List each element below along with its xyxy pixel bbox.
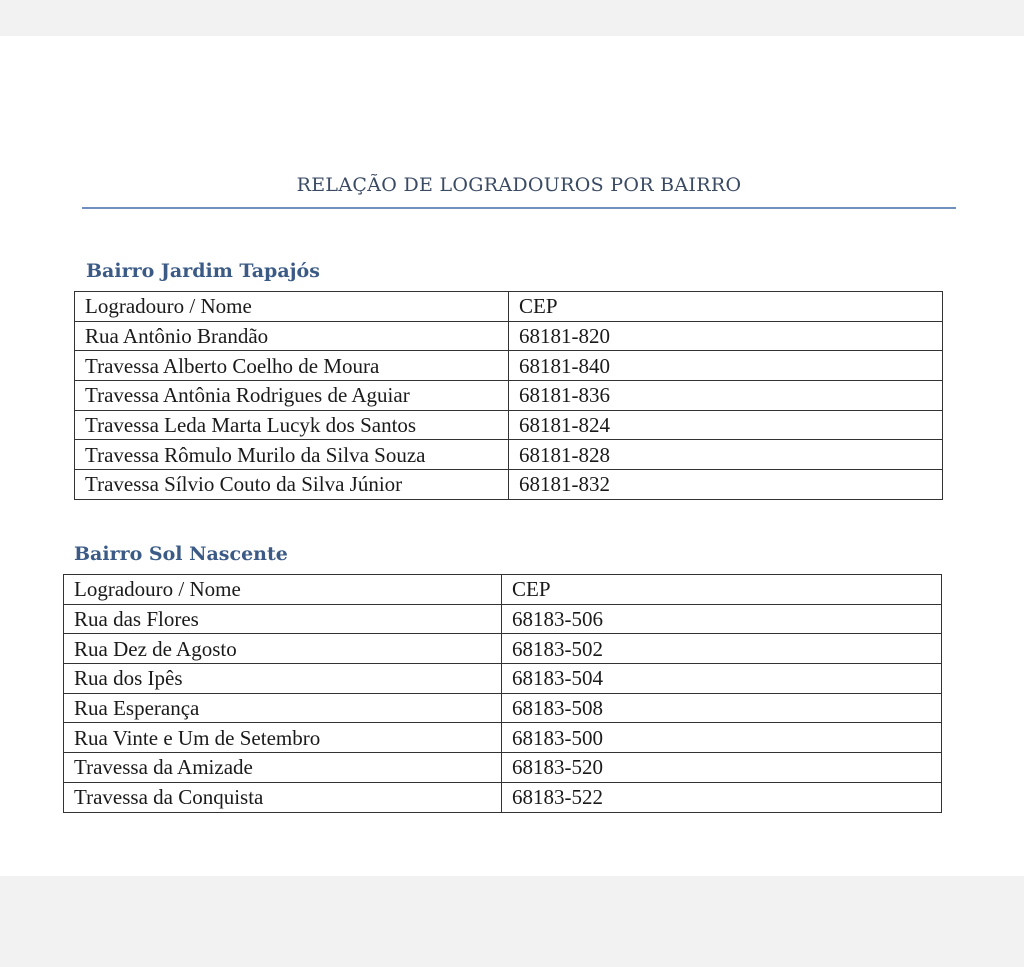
street-name: Travessa da Conquista bbox=[64, 782, 502, 812]
postal-code: 68183-520 bbox=[502, 753, 942, 783]
table-row bbox=[64, 664, 942, 694]
street-name: Travessa Sílvio Couto da Silva Júnior bbox=[75, 470, 509, 500]
street-name: Rua Esperança bbox=[64, 693, 502, 723]
header-cep: CEP bbox=[502, 575, 942, 605]
table-row bbox=[64, 634, 942, 664]
street-name: Travessa Rômulo Murilo da Silva Souza bbox=[75, 440, 509, 470]
street-name: Travessa Leda Marta Lucyk dos Santos bbox=[75, 410, 509, 440]
postal-code: 68183-508 bbox=[502, 693, 942, 723]
header-cep: CEP bbox=[509, 292, 943, 322]
title-divider bbox=[82, 207, 956, 209]
table-row bbox=[64, 604, 942, 634]
table-row bbox=[75, 351, 943, 381]
postal-code: 68181-832 bbox=[509, 470, 943, 500]
street-name: Travessa da Amizade bbox=[64, 753, 502, 783]
street-name: Rua das Flores bbox=[64, 604, 502, 634]
table-row bbox=[75, 381, 943, 411]
table-row bbox=[75, 440, 943, 470]
postal-code: 68183-506 bbox=[502, 604, 942, 634]
postal-code: 68181-824 bbox=[509, 410, 943, 440]
postal-code: 68181-840 bbox=[509, 351, 943, 381]
street-name: Rua Antônio Brandão bbox=[75, 321, 509, 351]
section-heading-jardim-tapajos: Bairro Jardim Tapajós bbox=[86, 260, 320, 282]
postal-code: 68181-828 bbox=[509, 440, 943, 470]
table-row bbox=[75, 410, 943, 440]
header-logradouro: Logradouro / Nome bbox=[75, 292, 509, 322]
postal-code: 68183-500 bbox=[502, 723, 942, 753]
table-row bbox=[75, 470, 943, 500]
table-sol-nascente bbox=[63, 574, 942, 813]
postal-code: 68181-820 bbox=[509, 321, 943, 351]
table-header-row bbox=[64, 575, 942, 605]
table-header-row bbox=[75, 292, 943, 322]
table-row bbox=[64, 753, 942, 783]
street-name: Travessa Antônia Rodrigues de Aguiar bbox=[75, 381, 509, 411]
section-heading-sol-nascente: Bairro Sol Nascente bbox=[74, 543, 288, 565]
street-name: Travessa Alberto Coelho de Moura bbox=[75, 351, 509, 381]
table-row bbox=[64, 723, 942, 753]
document-title: RELAÇÃO DE LOGRADOUROS POR BAIRRO bbox=[296, 174, 742, 196]
table-row bbox=[64, 782, 942, 812]
street-name: Rua dos Ipês bbox=[64, 664, 502, 694]
postal-code: 68183-504 bbox=[502, 664, 942, 694]
table-jardim-tapajos bbox=[74, 291, 943, 500]
street-name: Rua Vinte e Um de Setembro bbox=[64, 723, 502, 753]
street-name: Rua Dez de Agosto bbox=[64, 634, 502, 664]
postal-code: 68181-836 bbox=[509, 381, 943, 411]
postal-code: 68183-502 bbox=[502, 634, 942, 664]
postal-code: 68183-522 bbox=[502, 782, 942, 812]
table-row bbox=[64, 693, 942, 723]
table-row bbox=[75, 321, 943, 351]
header-logradouro: Logradouro / Nome bbox=[64, 575, 502, 605]
